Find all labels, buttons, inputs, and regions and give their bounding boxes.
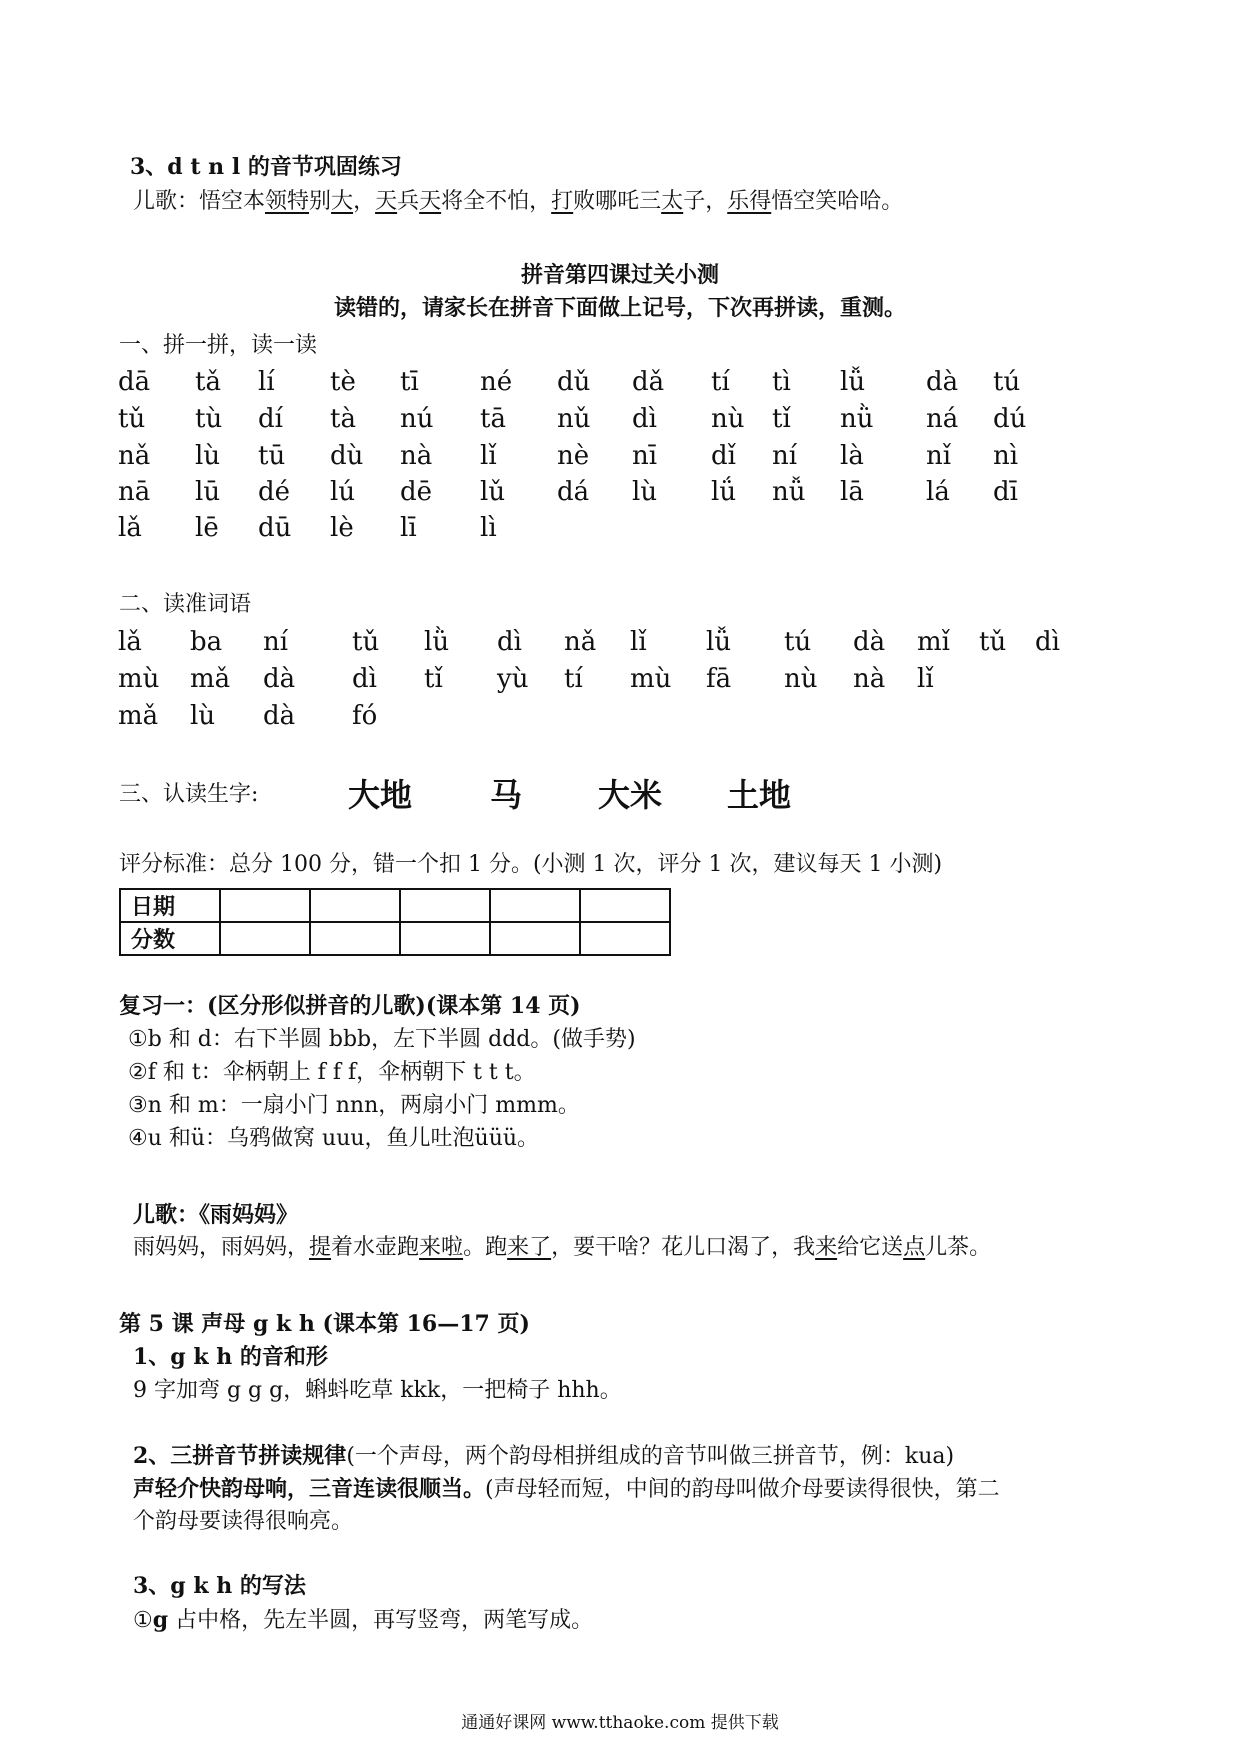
pinyin-syllable: né [480,367,513,397]
lesson5-s2-bold: 声轻介快韵母响，三音连读很顺当。 [133,1476,486,1502]
pinyin-syllable: dú [993,404,1027,434]
underlined-text: 乐得 [727,189,772,214]
pinyin-syllable: lù [632,477,658,507]
pinyin-syllable: tú [993,367,1021,397]
pinyin-syllable: lǐ [630,627,647,657]
text-segment: ， [353,189,376,214]
pinyin-syllable: dū [258,513,292,543]
rhyme-line [133,187,903,217]
pinyin-syllable: dē [400,477,433,507]
footer-text: 通通好课网 www.tthaoke.com 提供下载 [461,1713,779,1733]
text-segment: 着水壶跑 [331,1235,420,1260]
underlined-text: 来啦 [419,1235,464,1260]
date-cell[interactable] [490,889,580,922]
underlined-text: 来 [815,1235,838,1260]
score-table [119,888,671,956]
text-segment: 兵 [397,189,420,214]
table-row [120,889,670,922]
pinyin-syllable: dì [632,404,657,434]
lesson5-s2-line [133,1441,954,1472]
rhyme-label: 儿歌： [133,189,200,214]
char-tudi: 土地 [727,776,792,814]
pinyin-syllable: tǐ [424,664,443,694]
pinyin-syllable: lǘ [711,477,737,507]
pinyin-syllable: lǚ [706,627,732,657]
text-segment: 子， [683,189,728,214]
pinyin-syllable: lǚ [840,367,866,397]
pinyin-syllable: tǎ [195,367,221,397]
pinyin-syllable: dà [263,701,296,731]
pinyin-syllable: lí [258,367,275,397]
pinyin-syllable: lù [195,441,221,471]
score-cell[interactable] [220,922,310,955]
pinyin-syllable: dǔ [557,367,591,397]
date-label: 日期 [120,889,220,922]
scoring-standard: 评分标准：总分 100 分，错一个扣 1 分。(小测 1 次，评分 1 次，建议每天 1 小测) [119,852,943,877]
score-cell[interactable] [490,922,580,955]
underlined-text: 提 [309,1235,332,1260]
pinyin-syllable: dì [352,664,377,694]
underlined-text: 领特 [265,189,310,214]
pinyin-syllable: lè [330,513,354,543]
date-cell[interactable] [220,889,310,922]
char-ma: 马 [490,776,523,814]
song-title: 儿歌：《雨妈妈》 [133,1202,299,1228]
lesson5-s2-text: (声母轻而短，中间的韵母叫做介母要读得很快，第二 [485,1477,1000,1502]
pinyin-syllable: nú [400,404,434,434]
pinyin-syllable: lǐ [480,441,497,471]
pinyin-syllable: lā [840,477,864,507]
pinyin-syllable: dǐ [711,441,736,471]
pinyin-syllable: ná [926,404,959,434]
pinyin-syllable: tǔ [979,627,1007,657]
pinyin-syllable: tí [564,664,583,694]
pinyin-syllable: mù [118,664,160,694]
score-cell[interactable] [310,922,400,955]
pinyin-syllable: nǎ [118,441,151,471]
pinyin-syllable: lá [926,477,950,507]
pinyin-syllable: nǎ [564,627,597,657]
text-segment: 雨妈妈，雨妈妈， [133,1235,310,1260]
pinyin-syllable: nù [784,664,818,694]
pinyin-syllable: nà [400,441,433,471]
pinyin-syllable: tù [195,404,223,434]
date-cell[interactable] [400,889,490,922]
underlined-text: 天 [419,189,442,214]
pinyin-syllable: ní [772,441,798,471]
review-item: ③n 和 m：一扇小门 nnn，两扇小门 mmm。 [128,1093,580,1118]
underlined-text: 太 [661,189,684,214]
pinyin-syllable: dé [258,477,291,507]
pinyin-syllable: lú [330,477,356,507]
part2-title: 二、读准词语 [119,592,252,617]
text-segment: 给它送 [837,1235,904,1260]
pinyin-syllable: lī [400,513,417,543]
pinyin-syllable: dì [497,627,522,657]
song-text [133,1233,991,1263]
lesson5-s3-text: 占中格，先左半圆，再写竖弯，两笔写成。 [168,1608,594,1633]
underlined-text: 天 [375,189,398,214]
lesson5-s3-letter: g [152,1607,169,1633]
underlined-text: 来了 [507,1235,552,1260]
pinyin-syllable: mǎ [190,664,231,694]
section-title-dtnl: 3、d t n l 的音节巩固练习 [130,154,402,180]
text-segment: ，要干啥？花儿口渴了，我 [551,1235,816,1260]
text-segment: 儿茶。 [925,1235,992,1260]
date-cell[interactable] [310,889,400,922]
underlined-text: 打 [551,189,574,214]
text-segment: 悟空本 [199,189,266,214]
pinyin-syllable: yù [497,664,529,694]
lesson5-s2-note: (一个声母，两个韵母相拼组成的音节叫做三拼音节，例：kua) [346,1444,955,1469]
score-cell[interactable] [400,922,490,955]
pinyin-syllable: dà [263,664,296,694]
pinyin-syllable: ní [263,627,289,657]
pinyin-syllable: tū [258,441,286,471]
lesson5-title: 第 5 课 声母 g k h (课本第 16—17 页) [119,1311,530,1337]
pinyin-syllable: lǔ [480,477,506,507]
pinyin-syllable: nǜ [840,404,874,434]
lesson5-s1-text: 9 字加弯 g g g，蝌蚪吃草 kkk，一把椅子 hhh。 [133,1378,622,1403]
rhyme-text [199,189,903,214]
pinyin-syllable: ba [190,627,223,657]
table-row [120,922,670,955]
underlined-text: 点 [903,1235,926,1260]
pinyin-syllable: lǜ [424,627,450,657]
quiz-title: 拼音第四课过关小测 [520,262,719,288]
pinyin-syllable: nǐ [926,441,952,471]
pinyin-syllable: tī [400,367,419,397]
lesson5-s3-line [133,1605,593,1636]
pinyin-syllable: nì [993,441,1019,471]
pinyin-syllable: lǎ [118,513,142,543]
text-segment: 将全不怕， [441,189,552,214]
pinyin-syllable: nā [118,477,151,507]
underlined-text: 大 [331,189,354,214]
pinyin-syllable: dù [330,441,364,471]
pinyin-syllable: dà [853,627,886,657]
pinyin-syllable: nè [557,441,590,471]
review-title: 复习一：(区分形似拼音的儿歌)(课本第 14 页) [119,993,581,1019]
pinyin-syllable: tì [772,367,791,397]
text-segment: 悟空笑哈哈。 [771,189,904,214]
lesson5-s3-prefix: ① [133,1608,153,1633]
pinyin-syllable: dì [1035,627,1060,657]
pinyin-syllable: nī [632,441,658,471]
pinyin-syllable: nà [853,664,886,694]
pinyin-syllable: dí [258,404,283,434]
pinyin-syllable: lē [195,513,219,543]
pinyin-syllable: tú [784,627,812,657]
char-dami: 大米 [598,776,663,814]
review-item: ④u 和ü：乌鸦做窝 uuu，鱼儿吐泡üüü。 [128,1126,540,1151]
pinyin-syllable: mǐ [917,627,950,657]
lesson5-s2-rule [133,1474,1000,1505]
pinyin-syllable: nǚ [772,477,806,507]
pinyin-syllable: là [840,441,864,471]
pinyin-syllable: mǎ [118,701,159,731]
pinyin-syllable: tǔ [352,627,380,657]
score-cell[interactable] [580,922,670,955]
pinyin-syllable: lù [190,701,216,731]
review-item: ①b 和 d：右下半圆 bbb，左下半圆 ddd。(做手势) [128,1027,636,1052]
char-dadi: 大地 [348,776,413,814]
lesson5-s1-title: 1、g k h 的音和形 [133,1344,328,1370]
lesson5-s2-title: 2、三拼音节拼读规律 [133,1443,347,1469]
text-segment: 。跑 [463,1235,508,1260]
text-segment: 败哪吒三 [573,189,662,214]
date-cell[interactable] [580,889,670,922]
pinyin-syllable: fó [352,701,378,731]
pinyin-syllable: dǎ [632,367,665,397]
pinyin-syllable: nù [711,404,745,434]
pinyin-syllable: lǎ [118,627,142,657]
pinyin-syllable: dá [557,477,590,507]
pinyin-syllable: fā [706,664,732,694]
pinyin-syllable: dī [993,477,1018,507]
pinyin-syllable: lǐ [917,664,934,694]
lesson5-s3-title: 3、g k h 的写法 [133,1573,306,1599]
pinyin-syllable: tǔ [118,404,146,434]
score-label: 分数 [120,922,220,955]
pinyin-syllable: dā [118,367,151,397]
pinyin-syllable: dà [926,367,959,397]
pinyin-syllable: tā [480,404,506,434]
pinyin-syllable: tí [711,367,730,397]
review-item: ②f 和 t：伞柄朝上 f f f，伞柄朝下 t t t。 [128,1060,536,1085]
quiz-subtitle: 读错的，请家长在拼音下面做上记号，下次再拼读，重测。 [333,295,906,321]
pinyin-syllable: lì [480,513,497,543]
text-segment: 别 [309,189,332,214]
pinyin-syllable: mù [630,664,672,694]
pinyin-syllable: tà [330,404,356,434]
lesson5-s2-text-2: 个韵母要读得很响亮。 [133,1509,354,1534]
pinyin-syllable: lū [195,477,221,507]
pinyin-syllable: tè [330,367,356,397]
part1-title: 一、拼一拼，读一读 [119,333,318,358]
part3-title: 三、认读生字: [119,782,259,807]
pinyin-syllable: nǔ [557,404,591,434]
pinyin-syllable: tǐ [772,404,791,434]
